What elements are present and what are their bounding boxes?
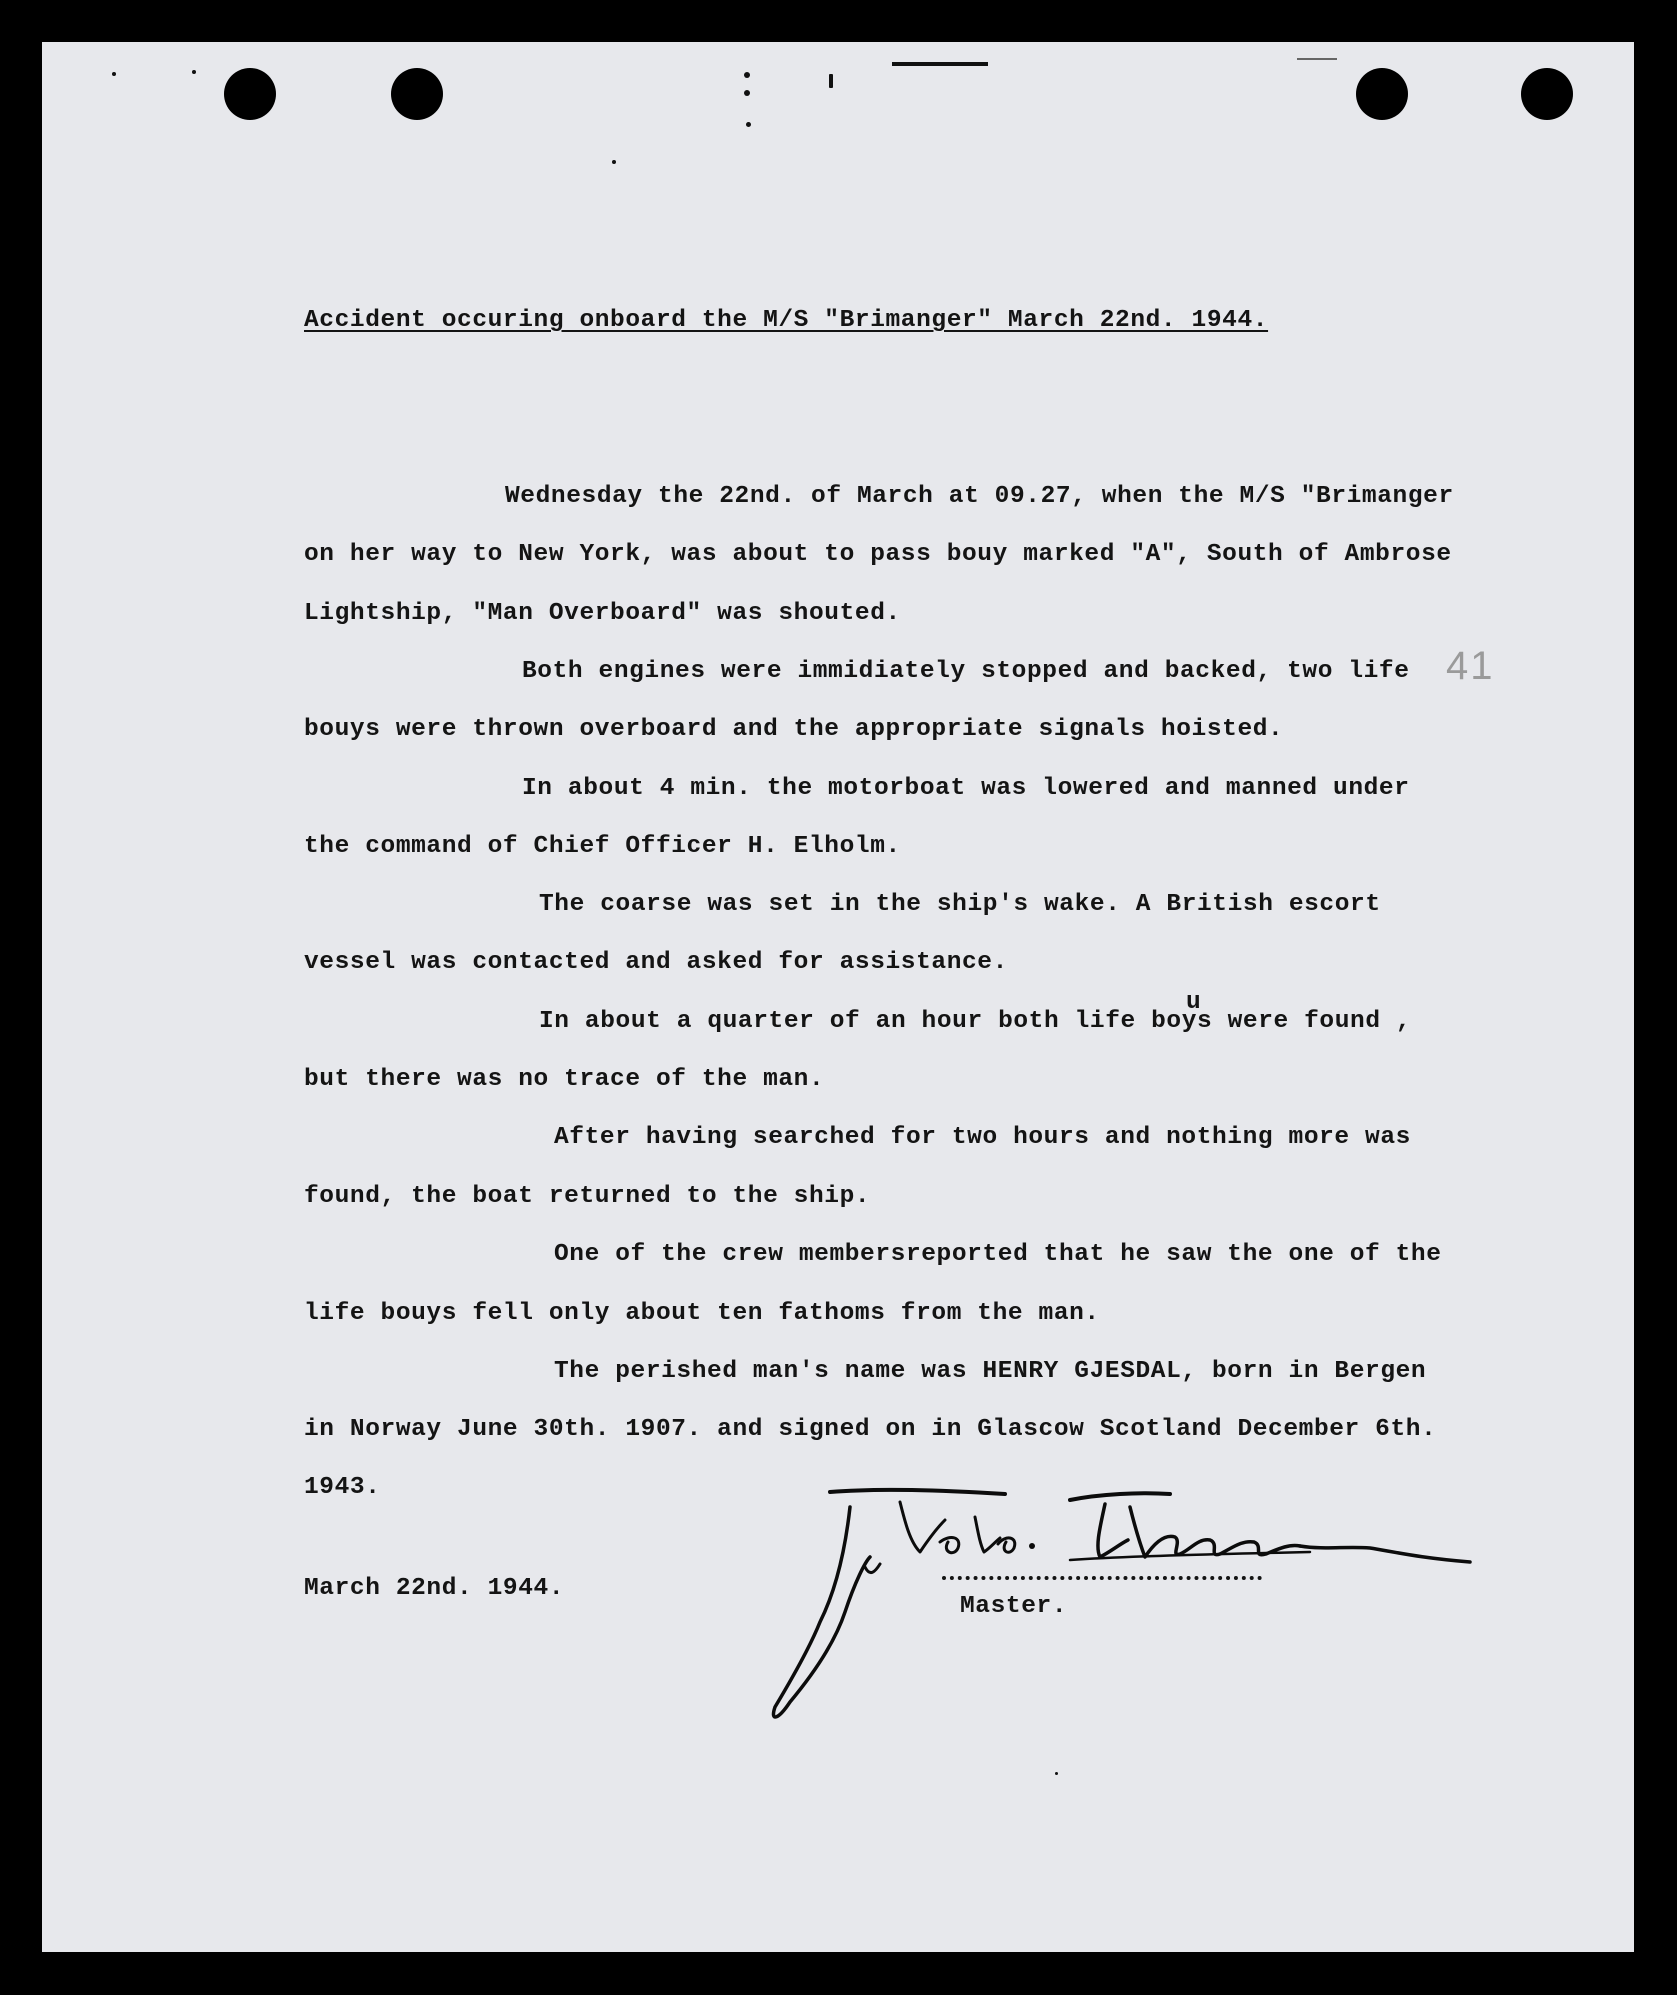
- scan-mark: [892, 62, 988, 66]
- scan-mark: [612, 160, 616, 164]
- body-line: Both engines were immidiately stopped and backed, two life: [522, 658, 1410, 685]
- body-line: life bouys fell only about ten fathoms from the man.: [304, 1300, 1100, 1327]
- scan-mark: [746, 122, 751, 127]
- scan-mark: [1297, 58, 1337, 60]
- body-line: but there was no trace of the man.: [304, 1066, 825, 1093]
- body-line: The coarse was set in the ship's wake. A British escort: [539, 891, 1381, 918]
- body-line: found, the boat returned to the ship.: [304, 1183, 871, 1210]
- handwritten-signature: [770, 1482, 1550, 1752]
- body-line: Lightship, "Man Overboard" was shouted.: [304, 600, 901, 627]
- body-line: bouys were thrown overboard and the appropriate signals hoisted.: [304, 716, 1284, 743]
- body-line: on her way to New York, was about to pass bouy marked "A", South of Ambrose: [304, 541, 1452, 568]
- scan-mark: [112, 72, 116, 76]
- punch-hole: [391, 68, 443, 120]
- body-line: in Norway June 30th. 1907. and signed on in Glascow Scotland December 6th.: [304, 1416, 1437, 1443]
- page-number: 41: [1446, 644, 1495, 688]
- punch-hole: [224, 68, 276, 120]
- body-line: The perished man's name was HENRY GJESDAL, born in Bergen: [554, 1358, 1427, 1385]
- inserted-letter: u: [1186, 989, 1202, 1016]
- body-line: 1943.: [304, 1474, 381, 1501]
- document-date: March 22nd. 1944.: [304, 1575, 565, 1602]
- document-page: [42, 42, 1634, 1952]
- signer-role: Master.: [960, 1593, 1068, 1620]
- document-title: Accident occuring onboard the M/S "Brimanger" March 22nd. 1944.: [304, 307, 1269, 334]
- body-line: In about a quarter of an hour both life boys were found ,: [539, 1008, 1412, 1035]
- scan-mark: [829, 74, 833, 88]
- body-line: One of the crew membersreported that he saw the one of the: [554, 1241, 1442, 1268]
- scan-mark: [192, 70, 196, 74]
- body-line: After having searched for two hours and nothing more was: [554, 1124, 1411, 1151]
- scan-mark: [744, 90, 750, 96]
- body-line: In about 4 min. the motorboat was lowered and manned under: [522, 775, 1410, 802]
- punch-hole: [1356, 68, 1408, 120]
- punch-hole: [1521, 68, 1573, 120]
- scan-mark: [1055, 1772, 1058, 1775]
- body-line: the command of Chief Officer H. Elholm.: [304, 833, 901, 860]
- body-line: vessel was contacted and asked for assistance.: [304, 949, 1008, 976]
- body-line: Wednesday the 22nd. of March at 09.27, when the M/S "Brimanger: [505, 483, 1454, 510]
- scan-mark: [744, 72, 750, 78]
